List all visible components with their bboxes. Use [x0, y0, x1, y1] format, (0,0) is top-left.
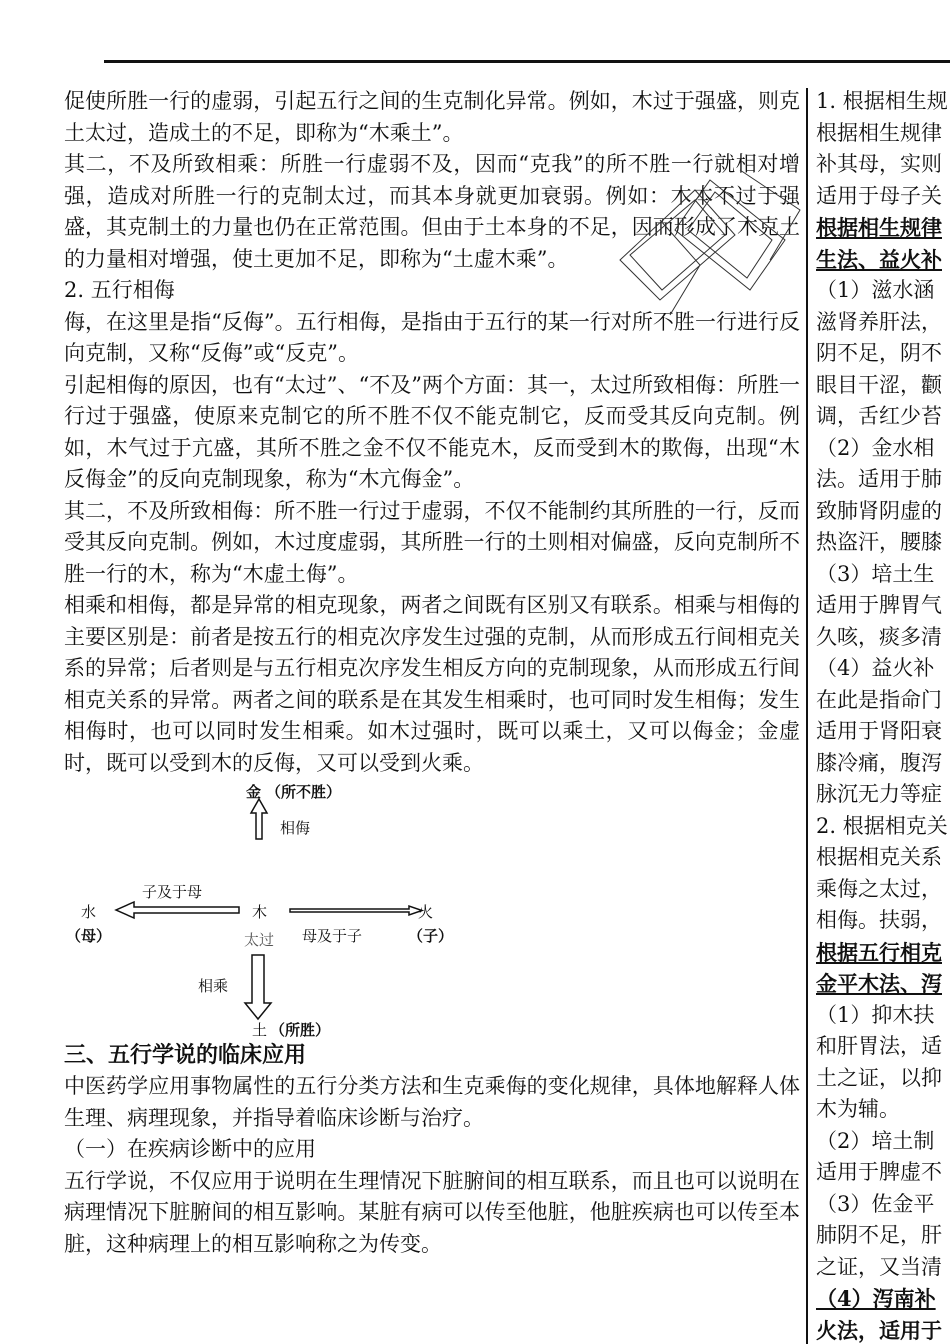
paragraph: 其二，不及所致相侮：所不胜一行过于虚弱，不仅不能制约其所胜的一行，反而受其反向克制。例如，木过度虚弱，其所胜一行的土则相对偏盛，反向克制所不胜一行的木，称为“木虚土侮”。	[64, 498, 800, 586]
right-column-line: 和肝胃法，适	[816, 1034, 942, 1058]
right-column-line: 热盗汗，腰膝	[816, 530, 942, 554]
mother-child-label: 母及于子	[302, 927, 363, 945]
right-column-line: 适用于肾阳衰	[816, 719, 942, 743]
right-column-line: （3）培土生	[816, 561, 935, 586]
metal-label: 金	[246, 783, 262, 801]
right-column-line: 2. 根据相克关	[816, 813, 948, 838]
right-column-line: 阴不足，阴不	[816, 341, 942, 365]
right-column-line: （3）佐金平	[816, 1191, 935, 1216]
fire-note: （子）	[408, 927, 454, 945]
right-column-line: （1）抑木扶	[816, 1002, 935, 1027]
right-column-line: 滋肾养肝法，	[816, 309, 942, 334]
right-column-line: 根据相生规律	[816, 120, 942, 145]
wood-label: 木	[252, 903, 268, 921]
right-column-line: 相侮。扶弱，	[816, 908, 942, 932]
excess-label: 太过	[244, 931, 275, 949]
right-column-line: 在此是指命门	[816, 687, 942, 712]
water-label: 水	[81, 903, 97, 921]
watermark-stamp-icon	[600, 150, 810, 330]
earth-note: （所胜）	[270, 1021, 331, 1039]
right-column-line: （4）泻南补	[816, 1286, 936, 1311]
right-column-line: （4）益火补	[816, 656, 935, 680]
right-column-line: 根据相生规律	[816, 215, 942, 240]
right-column-line: 肺阴不足，肝	[816, 1223, 942, 1247]
right-column	[816, 86, 950, 1344]
right-column-line: 调，舌红少苔	[816, 404, 942, 428]
subheading: 2. 五行相侮	[64, 278, 175, 302]
right-column-line: 补其母，实则	[816, 152, 942, 176]
paragraph: 引起相侮的原因，也有“太过”、“不及”两个方面：其一，太过所致相侮：所胜一行过于强盛，使原来克制它的所不胜不仅不能克制它，反而受其反向克制。例如，木气过于亢盛，其所不胜之金不仅不能克木，反而受到木的欺侮，出现“木反侮金”的反向克制现象，称为“木亢侮金”。	[64, 372, 800, 491]
right-column-line: （2）培土制	[816, 1128, 935, 1153]
right-column-line: 金平木法、泻	[816, 971, 942, 996]
right-column-line: 土之证，以抑	[816, 1065, 942, 1090]
child-mother-label: 子及于母	[142, 883, 203, 901]
right-arrow-icon	[290, 906, 422, 915]
subheading: （一）在疾病诊断中的应用	[64, 1137, 316, 1161]
right-column-line: 脉沉无力等症	[816, 782, 942, 806]
right-column-line: 致肺肾阴虚的	[816, 498, 942, 523]
metal-note: （所不胜）	[266, 783, 342, 801]
overact-label: 相乘	[198, 977, 229, 995]
right-column-line: 乘侮之太过，	[816, 876, 942, 901]
right-column-line: 膝冷痛，腹泻	[816, 750, 942, 775]
paragraph: 中医药学应用事物属性的五行分类方法和生克乘侮的变化规律，具体地解释人体生理、病理现象，并指导着临床诊断与治疗。	[64, 1074, 800, 1130]
right-column-line: （2）金水相	[816, 435, 935, 460]
right-column-line: 根据五行相克	[816, 939, 942, 965]
right-column-line: 生法、益火补	[816, 246, 942, 272]
header-rule	[104, 60, 950, 63]
right-column-line: 之证，又当清	[816, 1254, 942, 1279]
water-note: （母）	[66, 927, 112, 945]
paragraph: 五行学说，不仅应用于说明在生理情况下脏腑间的相互联系，而且也可以说明在病理情况下脏腑间的相互影响。某脏有病可以传至他脏，他脏疾病也可以传至本脏，这种病理上的相互影响称之为传变。	[64, 1168, 800, 1256]
five-phases-diagram	[64, 779, 800, 1039]
right-column-line: 法。适用于肺	[816, 467, 942, 491]
paragraph: 相乘和相侮，都是异常的相克现象，两者之间既有区别又有联系。相乘与相侮的主要区别是：前者是按五行的相克次序发生过强的克制，从而形成五行间相克关系的异常；后者则是与五行相克次序发生相反方向的克制现象，从而形成五行间相克关系的异常。两者之间的联系是在其发生相乘时，也可同时发生相侮；发生相侮时，也可以同时发生相乘。如木过强时，既可以乘土，又可以侮金；金虚时，既可以受到木的反侮，又可以受到火乘。	[64, 593, 800, 775]
up-arrow-icon	[251, 799, 267, 839]
fire-label: 火	[418, 903, 434, 921]
paragraph: 侮，在这里是指“反侮”。五行相侮，是指由于五行的某一行对所不胜一行进行反向克制，又称“反侮”或“反克”。	[64, 309, 800, 365]
insult-label: 相侮	[280, 819, 311, 837]
paragraph: 其二，不及所致相乘：所胜一行虚弱不及，因而“克我”的所不胜一行就相对增强，造成对所胜一行的克制太过，而其本身就更加衰弱。例如：木本不过于强盛，其克制土的力量也仍在正常范围。但由于土本身的不足，因而形成了木克土的力量相对增强，使土更加不足，即称为“土虚木乘”。	[64, 152, 800, 271]
right-column-line: 1. 根据相生规	[816, 89, 948, 113]
right-column-line: 适用于母子关	[816, 183, 942, 208]
right-column-line: 适用于脾胃气	[816, 593, 942, 617]
right-column-line: 根据相克关系	[816, 845, 942, 869]
left-arrow-icon	[116, 902, 239, 918]
paragraph: 促使所胜一行的虚弱，引起五行之间的生克制化异常。例如，木过于强盛，则克土太过，造成土的不足，即称为“木乘土”。	[64, 89, 800, 145]
right-column-line: 眼目干涩，颧	[816, 372, 942, 397]
section-heading: 三、五行学说的临床应用	[64, 1042, 307, 1068]
right-column-line: （1）滋水涵	[816, 278, 935, 302]
right-column-line: 木为辅。	[816, 1097, 900, 1121]
right-column-line: 久咳，痰多清	[816, 624, 942, 649]
right-column-line: 适用于脾虚不	[816, 1160, 942, 1184]
right-column-line: 火法，适用于	[816, 1317, 942, 1343]
down-arrow-icon	[245, 955, 271, 1019]
earth-label: 土	[252, 1021, 268, 1039]
